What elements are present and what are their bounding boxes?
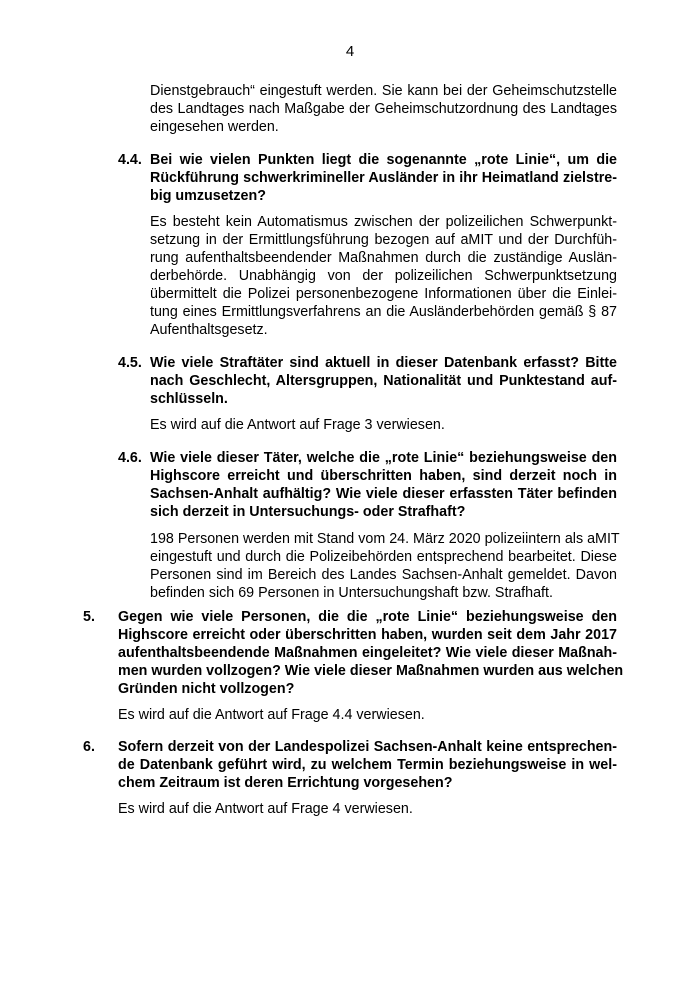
question-line: Wie viele Straftäter sind aktuell in dieser Datenbank erfasst? Bitte — [150, 355, 617, 371]
question-line: Highscore erreicht oder überschritten haben, wurden seit dem Jahr 2017 — [118, 627, 617, 643]
question-number: 4.4. — [118, 152, 142, 168]
intro-line: eingesehen werden. — [150, 119, 279, 135]
question-line: big umzusetzen? — [150, 188, 266, 204]
answer-line: Aufenthaltsgesetz. — [150, 322, 268, 338]
answer-line: tung eines Ermittlungsverfahrens an die Ausländerbehörden gemäß § 87 — [150, 304, 617, 320]
answer-line: rung aufenthaltsbeendender Maßnahmen durch die zuständige Auslän- — [150, 250, 617, 266]
answer-line: 198 Personen werden mit Stand vom 24. März 2020 polizeiintern als aMIT — [150, 531, 620, 547]
question-line: schlüsseln. — [150, 391, 228, 407]
question-line: Sachsen-Anhalt aufhältig? Wie viele dieser erfassten Täter befinden — [150, 486, 617, 502]
answer-line: Personen sind im Bereich des Landes Sachsen-Anhalt gemeldet. Davon — [150, 567, 617, 583]
question-line: nach Geschlecht, Altersgruppen, Nationalität und Punktestand auf- — [150, 373, 617, 389]
question-line: chem Zeitraum ist deren Errichtung vorgesehen? — [118, 775, 453, 791]
page-number: 4 — [345, 43, 355, 60]
answer-line: Es wird auf die Antwort auf Frage 3 verwiesen. — [150, 417, 445, 433]
answer-line: übermittelt die Polizei personenbezogene Informationen über die Einlei- — [150, 286, 617, 302]
question-line: aufenthaltsbeendende Maßnahmen eingeleitet? Wie viele dieser Maßnah- — [118, 645, 617, 661]
question-number: 5. — [83, 609, 95, 625]
intro-line: des Landtages nach Maßgabe der Geheimschutzordnung des Landtages — [150, 101, 617, 117]
question-line: Bei wie vielen Punkten liegt die sogenannte „rote Linie“, um die — [150, 152, 617, 168]
answer-line: befinden sich 69 Personen in Untersuchungshaft bzw. Strafhaft. — [150, 585, 553, 601]
question-number: 4.6. — [118, 450, 142, 466]
question-line: Gegen wie viele Personen, die die „rote Linie“ beziehungsweise den — [118, 609, 617, 625]
question-line: sich derzeit in Untersuchungs- oder Strafhaft? — [150, 504, 466, 520]
question-number: 4.5. — [118, 355, 142, 371]
question-line: Gründen nicht vollzogen? — [118, 681, 295, 697]
question-line: Rückführung schwerkrimineller Ausländer in ihr Heimatland zielstre- — [150, 170, 617, 186]
answer-line: Es besteht kein Automatismus zwischen der polizeilichen Schwerpunkt- — [150, 214, 617, 230]
answer-line: setzung in der Ermittlungsführung bezogen auf aMIT und der Durchfüh- — [150, 232, 617, 248]
question-line: Highscore erreicht und überschritten haben, sind derzeit noch in — [150, 468, 617, 484]
answer-line: derbehörde. Unabhängig von der polizeilichen Schwerpunktsetzung — [150, 268, 617, 284]
question-line: men wurden vollzogen? Wie viele dieser Maßnahmen wurden aus welchen — [118, 663, 624, 679]
question-line: Sofern derzeit von der Landespolizei Sachsen-Anhalt keine entsprechen- — [118, 739, 617, 755]
question-line: de Datenbank geführt wird, zu welchem Termin beziehungsweise in wel- — [118, 757, 617, 773]
intro-line: Dienstgebrauch“ eingestuft werden. Sie kann bei der Geheimschutzstelle — [150, 83, 617, 99]
answer-line: Es wird auf die Antwort auf Frage 4.4 verwiesen. — [118, 707, 425, 723]
answer-line: eingestuft und durch die Polizeibehörden entsprechend bearbeitet. Diese — [150, 549, 617, 565]
answer-line: Es wird auf die Antwort auf Frage 4 verwiesen. — [118, 801, 413, 817]
question-number: 6. — [83, 739, 95, 755]
question-line: Wie viele dieser Täter, welche die „rote Linie“ beziehungsweise den — [150, 450, 617, 466]
